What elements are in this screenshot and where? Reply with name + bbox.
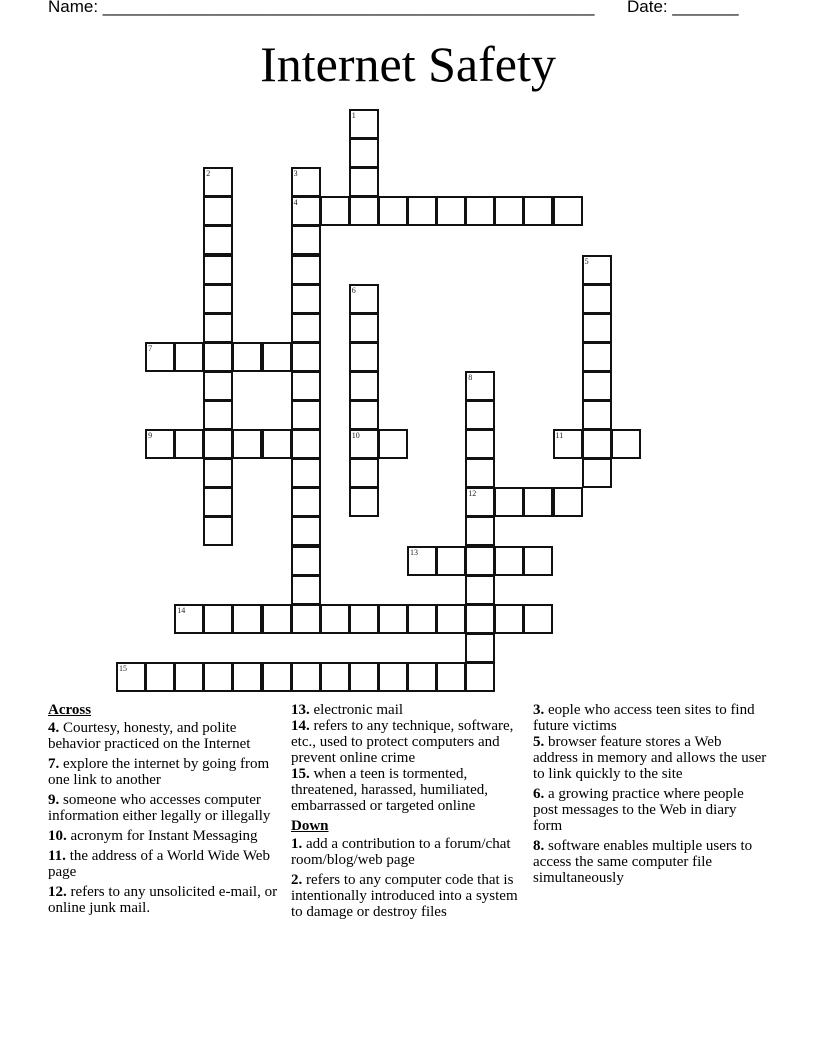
down-heading: Down xyxy=(291,818,329,834)
crossword-cell[interactable] xyxy=(465,400,495,430)
clue-across-4 xyxy=(48,720,280,752)
clue-number: 3. xyxy=(533,702,545,718)
crossword-cell[interactable] xyxy=(174,429,204,459)
crossword-cell[interactable] xyxy=(349,342,379,372)
crossword-cell[interactable] xyxy=(262,604,292,634)
clue-number: 9. xyxy=(48,792,60,808)
clue-across-12 xyxy=(48,884,280,916)
clue-number: 12. xyxy=(48,884,67,900)
crossword-cell[interactable] xyxy=(553,487,583,517)
cell-number: 9 xyxy=(148,431,153,441)
crossword-cell[interactable] xyxy=(320,662,350,692)
crossword-cell[interactable] xyxy=(523,546,553,576)
cell-number: 7 xyxy=(148,343,153,353)
date-field[interactable]: Date: _______ xyxy=(627,0,739,16)
clue-across-15 xyxy=(291,766,526,814)
crossword-cell[interactable] xyxy=(145,429,175,459)
crossword-cell[interactable] xyxy=(465,662,495,692)
clue-across-9 xyxy=(48,792,280,824)
crossword-cell[interactable] xyxy=(349,196,379,226)
crossword-cell[interactable] xyxy=(291,458,321,488)
crossword-cell[interactable] xyxy=(145,342,175,372)
crossword-cell[interactable] xyxy=(116,662,146,692)
crossword-cell[interactable] xyxy=(611,429,641,459)
cell-number: 5 xyxy=(584,256,589,266)
clue-text: explore the internet by going from one link to another xyxy=(48,756,270,788)
crossword-cell[interactable] xyxy=(378,196,408,226)
crossword-cell[interactable] xyxy=(291,313,321,343)
crossword-cell[interactable] xyxy=(349,109,379,139)
crossword-cell[interactable] xyxy=(203,196,233,226)
crossword-cell[interactable] xyxy=(291,400,321,430)
crossword-cell[interactable] xyxy=(174,604,204,634)
cell-number: 8 xyxy=(468,372,473,382)
crossword-cell[interactable] xyxy=(349,167,379,197)
clue-number: 7. xyxy=(48,756,60,772)
crossword-cell[interactable] xyxy=(465,633,495,663)
clue-text: a growing practice where people post messages to the Web in diary form xyxy=(533,786,744,834)
crossword-cell[interactable] xyxy=(582,371,612,401)
crossword-cell[interactable] xyxy=(291,342,321,372)
crossword-cell[interactable] xyxy=(232,429,262,459)
crossword-cell[interactable] xyxy=(349,313,379,343)
clue-text: refers to any technique, software, etc., used to protect computers and prevent online crime xyxy=(291,718,514,766)
crossword-cell[interactable] xyxy=(174,662,204,692)
crossword-cell[interactable] xyxy=(291,662,321,692)
crossword-cell[interactable] xyxy=(582,313,612,343)
clue-text: refers to any unsolicited e-mail, or online junk mail. xyxy=(48,884,278,916)
crossword-cell[interactable] xyxy=(465,487,495,517)
crossword-cell[interactable] xyxy=(203,167,233,197)
crossword-cell[interactable] xyxy=(232,342,262,372)
crossword-cell[interactable] xyxy=(291,371,321,401)
crossword-cell[interactable] xyxy=(291,284,321,314)
crossword-cell[interactable] xyxy=(407,196,437,226)
clues-column-1 xyxy=(48,702,280,920)
crossword-cell[interactable] xyxy=(465,458,495,488)
cell-number: 1 xyxy=(351,111,356,120)
crossword-cell[interactable] xyxy=(349,662,379,692)
cell-number: 6 xyxy=(351,285,356,295)
crossword-cell[interactable] xyxy=(262,342,292,372)
clue-text: when a teen is tormented, threatened, harassed, humiliated, embarrassed or targeted online xyxy=(291,766,489,814)
crossword-cell[interactable] xyxy=(291,225,321,255)
crossword-cell[interactable] xyxy=(553,196,583,226)
crossword-cell[interactable] xyxy=(582,284,612,314)
crossword-cell[interactable] xyxy=(232,662,262,692)
crossword-cell[interactable] xyxy=(378,429,408,459)
clue-down-2 xyxy=(291,872,526,920)
clue-number: 11. xyxy=(48,848,66,864)
crossword-cell[interactable] xyxy=(203,487,233,517)
crossword-cell[interactable] xyxy=(291,429,321,459)
clue-across-10 xyxy=(48,828,280,844)
clue-number: 8. xyxy=(533,838,545,854)
crossword-cell[interactable] xyxy=(582,255,612,285)
clue-text: software enables multiple users to access the same computer file simultaneously xyxy=(533,838,753,886)
clue-number: 2. xyxy=(291,872,303,888)
crossword-cell[interactable] xyxy=(203,458,233,488)
crossword-cell[interactable] xyxy=(349,400,379,430)
crossword-cell[interactable] xyxy=(494,487,524,517)
clue-text: someone who accesses computer information either legally or illegally xyxy=(48,792,271,824)
cell-number: 15 xyxy=(119,663,127,673)
crossword-cell[interactable] xyxy=(291,255,321,285)
crossword-cell[interactable] xyxy=(291,196,321,226)
clue-number: 5. xyxy=(533,734,545,750)
crossword-cell[interactable] xyxy=(262,429,292,459)
crossword-cell[interactable] xyxy=(203,313,233,343)
crossword-cell[interactable] xyxy=(145,662,175,692)
clue-across-11 xyxy=(48,848,280,880)
crossword-cell[interactable] xyxy=(378,662,408,692)
clue-down-3 xyxy=(533,702,768,734)
crossword-cell[interactable] xyxy=(262,662,292,692)
clue-across-14 xyxy=(291,718,526,766)
crossword-cell[interactable] xyxy=(436,662,466,692)
crossword-cell[interactable] xyxy=(203,662,233,692)
crossword-cell[interactable] xyxy=(349,458,379,488)
crossword-cell[interactable] xyxy=(582,400,612,430)
clue-number: 10. xyxy=(48,828,67,844)
crossword-cell[interactable] xyxy=(291,516,321,546)
cell-number: 12 xyxy=(468,489,477,499)
crossword-cell[interactable] xyxy=(582,458,612,488)
crossword-cell[interactable] xyxy=(203,400,233,430)
crossword-cell[interactable] xyxy=(465,196,495,226)
crossword-cell[interactable] xyxy=(203,225,233,255)
clue-text: refers to any computer code that is intentionally introduced into a system to damage or destroy files xyxy=(291,872,518,920)
cell-number: 2 xyxy=(206,169,211,179)
across-heading: Across xyxy=(48,702,92,718)
clue-text: Courtesy, honesty, and polite behavior practiced on the Internet xyxy=(48,720,251,752)
crossword-cell[interactable] xyxy=(582,342,612,372)
crossword-cell[interactable] xyxy=(582,429,612,459)
crossword-cell[interactable] xyxy=(203,371,233,401)
clue-down-8 xyxy=(533,838,768,886)
clue-number: 6. xyxy=(533,786,545,802)
clues-column-2 xyxy=(291,702,526,924)
clue-down-5 xyxy=(533,734,768,782)
crossword-cell[interactable] xyxy=(523,487,553,517)
cell-number: 13 xyxy=(410,547,418,557)
cell-number: 3 xyxy=(293,169,298,179)
crossword-cell[interactable] xyxy=(291,167,321,197)
clue-number: 13. xyxy=(291,702,310,718)
crossword-cell[interactable] xyxy=(203,516,233,546)
crossword-cell[interactable] xyxy=(320,196,350,226)
clue-text: acronym for Instant Messaging xyxy=(66,828,258,844)
page-title: Internet Safety xyxy=(260,36,556,92)
clue-text: browser feature stores a Web address in memory and allows the user to link quickly to the site xyxy=(533,734,767,782)
crossword-cell[interactable] xyxy=(174,342,204,372)
crossword-cell[interactable] xyxy=(436,546,466,576)
crossword-cell[interactable] xyxy=(523,196,553,226)
cell-number: 11 xyxy=(555,431,564,441)
crossword-cell[interactable] xyxy=(407,604,437,634)
clue-across-7 xyxy=(48,756,280,788)
crossword-cell[interactable] xyxy=(553,429,583,459)
crossword-cell[interactable] xyxy=(203,604,233,634)
clue-text: the address of a World Wide Web page xyxy=(48,848,270,880)
crossword-cell[interactable] xyxy=(203,284,233,314)
crossword-cell[interactable] xyxy=(407,546,437,576)
cell-number: 14 xyxy=(177,605,186,615)
crossword-cell[interactable] xyxy=(291,604,321,634)
crossword-cell[interactable] xyxy=(465,546,495,576)
clue-number: 14. xyxy=(291,718,310,734)
crossword-cell[interactable] xyxy=(349,487,379,517)
crossword-cell[interactable] xyxy=(203,255,233,285)
crossword-cell[interactable] xyxy=(291,575,321,605)
clue-down-6 xyxy=(533,786,768,834)
crossword-cell[interactable] xyxy=(349,371,379,401)
cell-number: 4 xyxy=(293,198,298,208)
crossword-cell[interactable] xyxy=(523,604,553,634)
clue-across-13 xyxy=(291,702,526,718)
crossword-cell[interactable] xyxy=(378,604,408,634)
crossword-cell[interactable] xyxy=(494,604,524,634)
crossword-cell[interactable] xyxy=(291,487,321,517)
crossword-cell[interactable] xyxy=(349,138,379,168)
clue-text: electronic mail xyxy=(309,702,404,718)
crossword-cell[interactable] xyxy=(436,604,466,634)
crossword-cell[interactable] xyxy=(465,604,495,634)
clue-number: 15. xyxy=(291,766,310,782)
crossword-cell[interactable] xyxy=(465,371,495,401)
crossword-cell[interactable] xyxy=(465,516,495,546)
crossword-cell[interactable] xyxy=(494,546,524,576)
crossword-cell[interactable] xyxy=(349,429,379,459)
crossword-cell[interactable] xyxy=(232,604,262,634)
clue-number: 4. xyxy=(48,720,60,736)
clue-text: add a contribution to a forum/chat room/blog/web page xyxy=(291,836,511,868)
crossword-cell[interactable] xyxy=(465,429,495,459)
crossword-cell[interactable] xyxy=(203,429,233,459)
crossword-cell[interactable] xyxy=(203,342,233,372)
crossword-cell[interactable] xyxy=(494,196,524,226)
name-field[interactable]: Name: ____________________________________________________ xyxy=(48,0,595,16)
clue-number: 1. xyxy=(291,836,303,852)
crossword-cell[interactable] xyxy=(291,546,321,576)
crossword-cell[interactable] xyxy=(349,604,379,634)
clues-column-3 xyxy=(533,702,768,890)
cell-number: 10 xyxy=(351,431,360,441)
crossword-cell[interactable] xyxy=(349,284,379,314)
crossword-cell[interactable] xyxy=(465,575,495,605)
crossword-cell[interactable] xyxy=(436,196,466,226)
clue-down-1 xyxy=(291,836,526,868)
crossword-cell[interactable] xyxy=(407,662,437,692)
clue-text: eople who access teen sites to find future victims xyxy=(533,702,755,734)
crossword-cell[interactable] xyxy=(320,604,350,634)
